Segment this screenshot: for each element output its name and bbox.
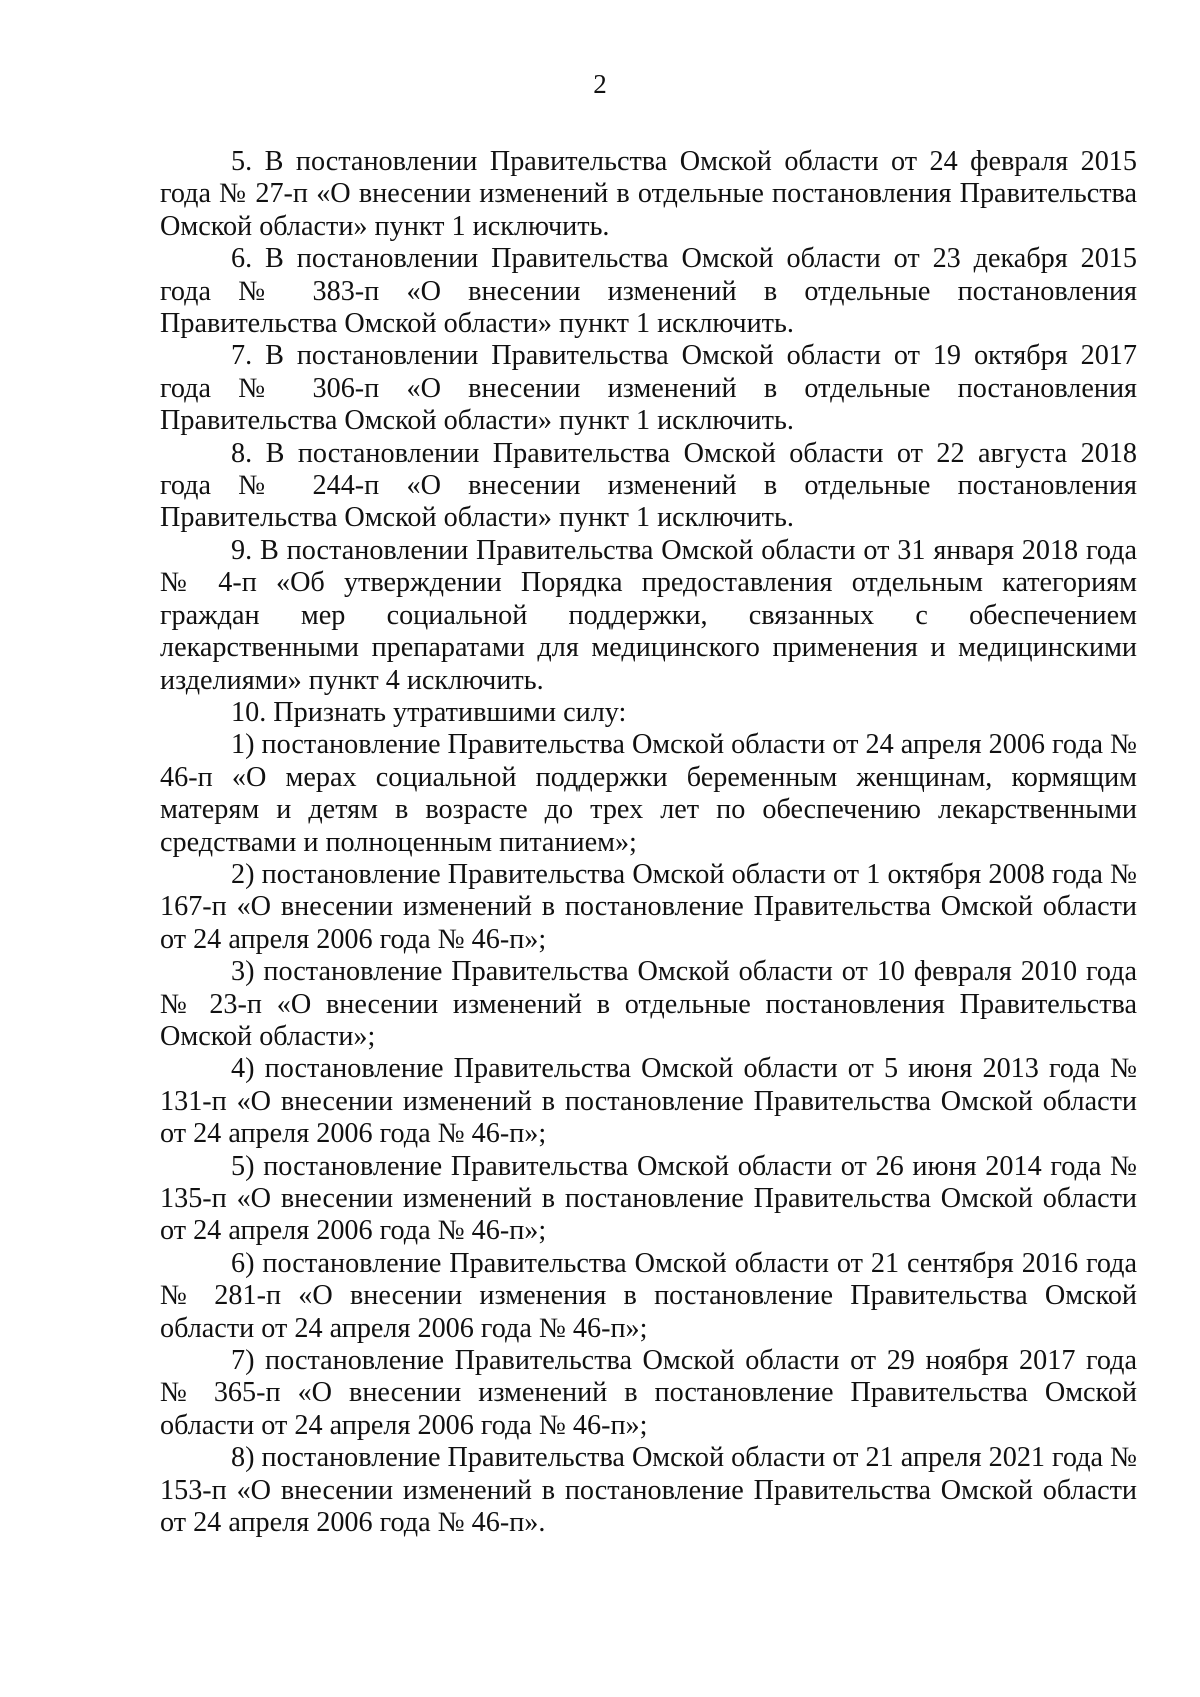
paragraph-item-7: 7. В постановлении Правительства Омской области от 19 октября 2017 года № 306-п «О внесении изменений в отдельные постановления Правительства Омской области» пункт 1 исключить. [160,340,1137,437]
paragraph-item-6: 6. В постановлении Правительства Омской области от 23 декабря 2015 года № 383-п «О внесении изменений в отдельные постановления Правительства Омской области» пункт 1 исключить. [160,243,1137,340]
paragraph-item-10-heading: 10. Признать утратившими силу: [231,696,627,728]
paragraph-item-9: 9. В постановлении Правительства Омской области от 31 января 2018 года № 4-п «Об утверждении Порядка предоставления отдельным категориям граждан мер социальной поддержки, связанных с обеспечением лекарственными препаратами для медицинского применения и медицинскими изделиями» пункт 4 исключить. [160,534,1137,696]
page-number: 2 [593,69,607,99]
paragraph-item-8: 8. В постановлении Правительства Омской области от 22 августа 2018 года № 244-п «О внесении изменений в отдельные постановления Правительства Омской области» пункт 1 исключить. [160,437,1137,534]
paragraph-item-5: 5. В постановлении Правительства Омской области от 24 февраля 2015 года № 27-п «О внесении изменений в отдельные постановления Правительства Омской области» пункт 1 исключить. [160,146,1137,242]
repealed-act-1: 1) постановление Правительства Омской области от 24 апреля 2006 года № 46-п «О мерах социальной поддержки беременным женщинам, кормящим матерям и детям в возрасте до трех лет по обеспечению лекарственными средствами и полноценным питанием»; [160,729,1137,858]
repealed-act-6: 6) постановление Правительства Омской области от 21 сентября 2016 года № 281-п «О внесении изменения в постановление Правительства Омской области от 24 апреля 2006 года № 46-п»; [160,1247,1137,1344]
repealed-act-7: 7) постановление Правительства Омской области от 29 ноября 2017 года № 365-п «О внесении изменений в постановление Правительства Омской области от 24 апреля 2006 года № 46-п»; [160,1345,1137,1441]
document-body [160,146,1137,1539]
repealed-act-3: 3) постановление Правительства Омской области от 10 февраля 2010 года № 23-п «О внесении изменений в отдельные постановления Правительства Омской области»; [160,956,1137,1052]
repealed-act-4: 4) постановление Правительства Омской области от 5 июня 2013 года № 131-п «О внесении изменений в постановление Правительства Омской области от 24 апреля 2006 года № 46-п»; [160,1053,1137,1150]
repealed-act-8: 8) постановление Правительства Омской области от 21 апреля 2021 года № 153-п «О внесении изменений в постановление Правительства Омской области от 24 апреля 2006 года № 46-п». [160,1442,1137,1539]
repealed-act-5: 5) постановление Правительства Омской области от 26 июня 2014 года № 135-п «О внесении изменений в постановление Правительства Омской области от 24 апреля 2006 года № 46-п»; [160,1150,1137,1247]
repealed-act-2: 2) постановление Правительства Омской области от 1 октября 2008 года № 167-п «О внесении изменений в постановление Правительства Омской области от 24 апреля 2006 года № 46-п»; [160,858,1137,955]
